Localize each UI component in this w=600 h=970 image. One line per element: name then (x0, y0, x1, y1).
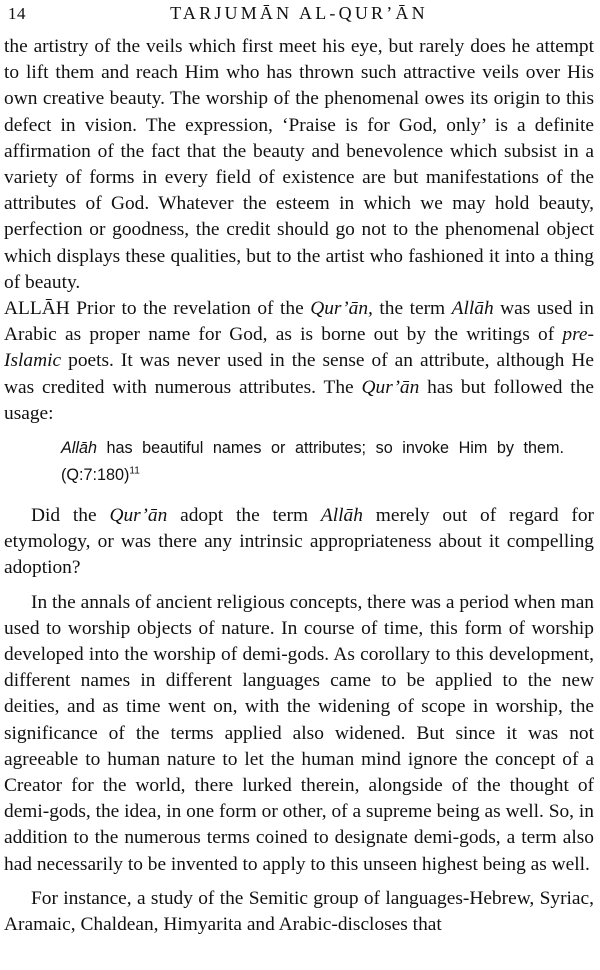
paragraph-veils: the artistry of the veils which first meet his eye, but rarely does he attempt to lift them and reach Him who has thrown such attractive veils over His own creative beauty. The worship of the phenomenal owes its origin to this defect in vision. The expression, ‘Praise is for God, only’ is a definite affirmation of the fact that the beauty and benevolence which subsist in a variety of forms in every field of existence are but manifestations of the attributes of God. Whatever the esteem in which we may hold beauty, perfection or goodness, the credit should go not to the phenomenal object which displays these qualities, but to the artist who fashioned it into a thing of beauty. (4, 36, 594, 293)
text-run: merely out of regard for etymology, or was there any intrinsic appropriateness about it compelling adoption? (4, 505, 594, 579)
quote-text: has beautiful names or attributes; so invoke Him by them. (Q:7:180) (61, 439, 564, 485)
text-run: the term (372, 298, 452, 320)
page-body (4, 34, 594, 938)
paragraph-semitic: For instance, a study of the Semitic group of languages-Hebrew, Syriac, Aramaic, Chaldean, Himyarita and Arabic-discloses that (4, 887, 594, 936)
block-quote (61, 435, 564, 489)
paragraph-question (4, 503, 594, 582)
italic-term: Allāh (61, 439, 97, 458)
italic-term: Qur’ān (361, 376, 420, 398)
italic-term: pre-Islamic (4, 324, 594, 372)
running-title: TARJUMĀN AL-QUR’ĀN (170, 3, 428, 23)
page-header (4, 0, 594, 34)
text-run: poets. It was never used in the sense of an attribute, although He was credited with numerous attributes. The (4, 350, 594, 398)
text-run: was used in Arabic as proper name for God, as is borne out by the writings of (4, 298, 594, 346)
page-number: 14 (8, 4, 26, 23)
italic-term: Allāh (451, 298, 494, 320)
text-run: adopt the term (167, 505, 321, 527)
italic-term: Qur’ān, (310, 298, 373, 320)
text-run: ALLĀH Prior to the revelation of the (4, 298, 311, 320)
footnote-marker: 11 (129, 465, 140, 477)
paragraph-annals: In the annals of ancient religious concepts, there was a period when man used to worship objects of nature. In course of time, this form of worship developed into the worship of demi-gods. As corollary to this development, different names in different languages came to be applied to the new deities, and as time went on, with the widening of scope in worship, the significance of the terms applied also widened. But since it was not agreeable to human nature to let the human mind ignore the concept of a Creator for the world, there lurked therein, alongside of the thought of demi-gods, the idea, in one form or other, of a supreme being as well. So, in addition to the numerous terms coined to designate demi-gods, a term also had necessarily to be invented to apply to this unseen highest being as well. (4, 591, 594, 875)
text-run: has but followed the usage: (4, 376, 594, 424)
text-run: Did the (31, 505, 110, 527)
paragraph-allah (4, 296, 594, 427)
italic-term: Qur’ān (109, 505, 168, 527)
italic-term: Allāh (320, 505, 363, 527)
